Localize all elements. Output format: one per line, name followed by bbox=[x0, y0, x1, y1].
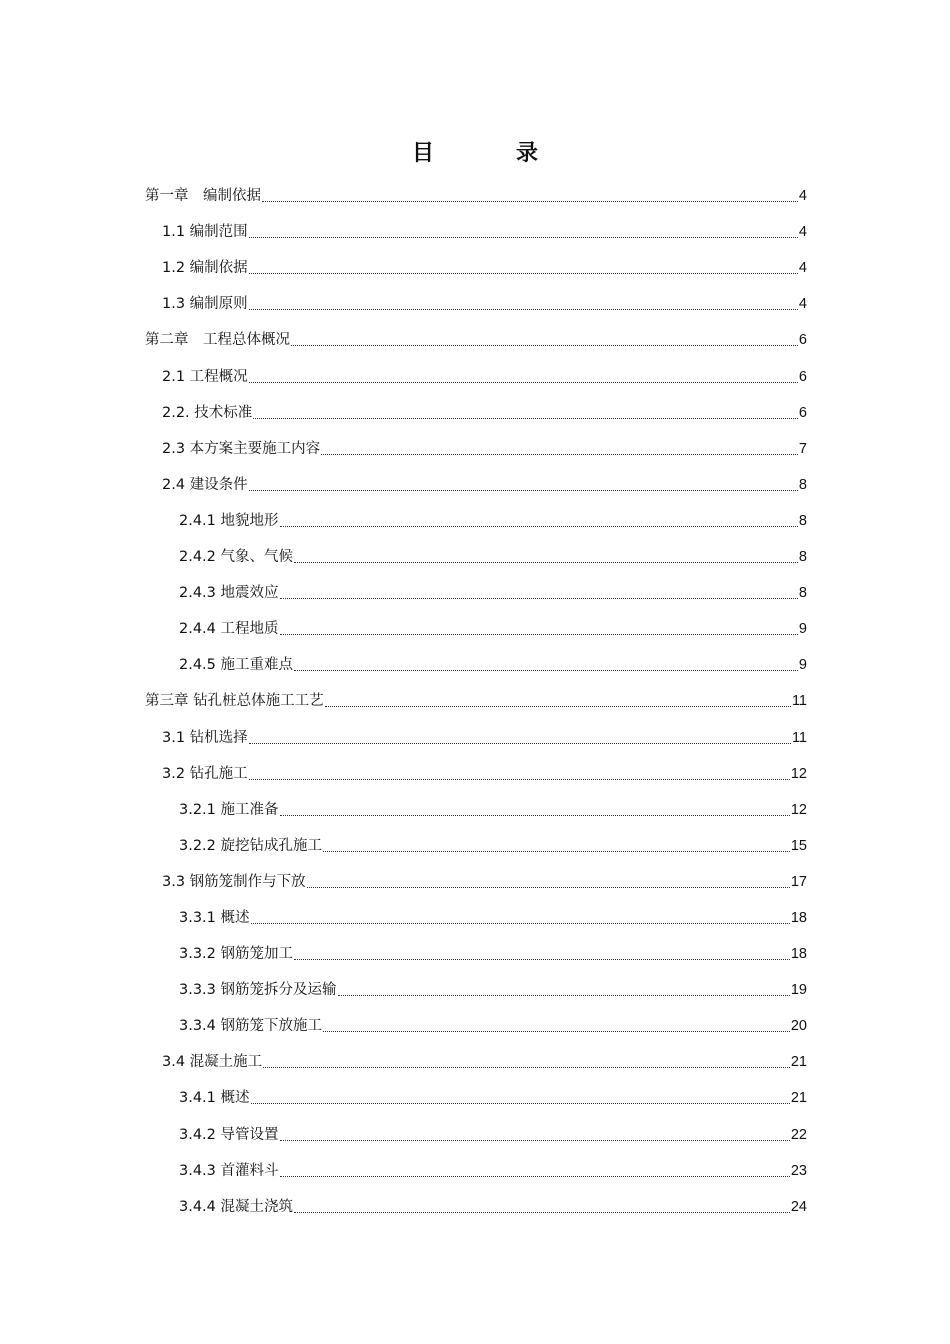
toc-entry-page-number: 11 bbox=[791, 729, 807, 746]
toc-entry[interactable] bbox=[145, 643, 807, 679]
toc-entry-text: 3.1 钻机选择 bbox=[162, 729, 248, 746]
toc-list bbox=[145, 174, 807, 1221]
toc-entry-page-number: 6 bbox=[798, 332, 807, 349]
toc-dot-leader bbox=[251, 1103, 790, 1104]
toc-entry[interactable] bbox=[145, 1149, 807, 1185]
toc-entry[interactable] bbox=[145, 427, 807, 463]
toc-title: 目录 bbox=[411, 141, 620, 166]
toc-dot-leader bbox=[249, 382, 798, 383]
toc-entry[interactable] bbox=[145, 968, 807, 1004]
toc-dot-leader bbox=[280, 1176, 790, 1177]
toc-entry[interactable] bbox=[145, 824, 807, 860]
toc-entry[interactable] bbox=[145, 1076, 807, 1112]
toc-entry-text: 1.3 编制原则 bbox=[162, 296, 248, 313]
toc-entry-page-number: 18 bbox=[790, 946, 807, 963]
toc-entry-text: 3.3.2 钢筋笼加工 bbox=[179, 946, 294, 963]
toc-entry[interactable] bbox=[145, 535, 807, 571]
toc-dot-leader bbox=[280, 815, 790, 816]
toc-dot-leader bbox=[249, 779, 790, 780]
toc-dot-leader bbox=[280, 526, 798, 527]
toc-dot-leader bbox=[249, 743, 791, 744]
toc-entry-text: 3.4.2 导管设置 bbox=[179, 1126, 279, 1143]
toc-entry[interactable] bbox=[145, 1040, 807, 1076]
toc-entry-page-number: 24 bbox=[790, 1198, 807, 1215]
toc-entry-text: 2.3 本方案主要施工内容 bbox=[162, 440, 321, 457]
toc-entry-text: 3.4.1 概述 bbox=[179, 1090, 250, 1107]
toc-dot-leader bbox=[262, 201, 798, 202]
toc-dot-leader bbox=[280, 1140, 790, 1141]
toc-entry-page-number: 4 bbox=[798, 188, 807, 205]
toc-entry[interactable] bbox=[145, 860, 807, 896]
toc-entry-text: 3.4.3 首灌料斗 bbox=[179, 1162, 279, 1179]
toc-entry-page-number: 4 bbox=[798, 260, 807, 277]
toc-entry-text: 第三章 钻孔桩总体施工工艺 bbox=[145, 693, 324, 710]
toc-entry-page-number: 4 bbox=[798, 296, 807, 313]
toc-entry[interactable] bbox=[145, 391, 807, 427]
toc-entry[interactable] bbox=[145, 210, 807, 246]
toc-entry-page-number: 22 bbox=[790, 1126, 807, 1143]
toc-entry-text: 2.4.2 气象、气候 bbox=[179, 549, 294, 566]
toc-dot-leader bbox=[291, 345, 798, 346]
toc-entry-text: 2.2. 技术标准 bbox=[162, 404, 253, 421]
toc-entry[interactable] bbox=[145, 246, 807, 282]
toc-dot-leader bbox=[325, 706, 791, 707]
toc-entry-text: 3.2.2 旋挖钻成孔施工 bbox=[179, 837, 323, 854]
toc-entry-page-number: 21 bbox=[790, 1090, 807, 1107]
toc-entry[interactable] bbox=[145, 282, 807, 318]
toc-entry-text: 2.4 建设条件 bbox=[162, 476, 248, 493]
toc-entry-page-number: 8 bbox=[798, 549, 807, 566]
toc-entry[interactable] bbox=[145, 679, 807, 715]
toc-entry-text: 3.3 钢筋笼制作与下放 bbox=[162, 873, 306, 890]
toc-entry-page-number: 17 bbox=[790, 873, 807, 890]
toc-entry-text: 2.4.3 地震效应 bbox=[179, 585, 279, 602]
toc-dot-leader bbox=[294, 562, 798, 563]
toc-entry-page-number: 8 bbox=[798, 476, 807, 493]
toc-dot-leader bbox=[251, 923, 790, 924]
toc-entry[interactable] bbox=[145, 571, 807, 607]
toc-entry-page-number: 12 bbox=[790, 801, 807, 818]
toc-entry-page-number: 9 bbox=[798, 657, 807, 674]
toc-entry[interactable] bbox=[145, 354, 807, 390]
toc-dot-leader bbox=[323, 851, 790, 852]
toc-entry[interactable] bbox=[145, 463, 807, 499]
toc-entry-text: 2.1 工程概况 bbox=[162, 368, 248, 385]
toc-dot-leader bbox=[280, 634, 798, 635]
toc-dot-leader bbox=[338, 995, 790, 996]
toc-entry-page-number: 11 bbox=[791, 693, 807, 710]
toc-dot-leader bbox=[294, 959, 790, 960]
toc-entry-page-number: 18 bbox=[790, 909, 807, 926]
toc-dot-leader bbox=[249, 490, 798, 491]
toc-entry-text: 3.2 钻孔施工 bbox=[162, 765, 248, 782]
toc-dot-leader bbox=[323, 1031, 790, 1032]
toc-dot-leader bbox=[249, 309, 798, 310]
toc-entry-text: 第二章 工程总体概况 bbox=[145, 332, 290, 349]
toc-entry[interactable] bbox=[145, 932, 807, 968]
toc-entry[interactable] bbox=[145, 607, 807, 643]
toc-entry-text: 3.3.1 概述 bbox=[179, 909, 250, 926]
toc-entry-text: 3.2.1 施工准备 bbox=[179, 801, 279, 818]
toc-entry-page-number: 4 bbox=[798, 224, 807, 241]
toc-entry-page-number: 19 bbox=[790, 982, 807, 999]
toc-dot-leader bbox=[321, 454, 798, 455]
toc-dot-leader bbox=[294, 1212, 790, 1213]
toc-dot-leader bbox=[249, 273, 798, 274]
toc-entry-page-number: 6 bbox=[798, 404, 807, 421]
toc-entry-page-number: 8 bbox=[798, 585, 807, 602]
toc-entry[interactable] bbox=[145, 788, 807, 824]
toc-entry[interactable] bbox=[145, 1112, 807, 1148]
toc-entry-page-number: 12 bbox=[790, 765, 807, 782]
toc-entry-text: 2.4.5 施工重难点 bbox=[179, 657, 294, 674]
toc-entry[interactable] bbox=[145, 499, 807, 535]
toc-entry-page-number: 23 bbox=[790, 1162, 807, 1179]
toc-entry-page-number: 15 bbox=[790, 837, 807, 854]
toc-entry[interactable] bbox=[145, 715, 807, 751]
toc-entry[interactable] bbox=[145, 1185, 807, 1221]
toc-entry[interactable] bbox=[145, 318, 807, 354]
toc-entry-text: 3.4 混凝土施工 bbox=[162, 1054, 263, 1071]
toc-entry-page-number: 9 bbox=[798, 621, 807, 638]
toc-dot-leader bbox=[280, 598, 798, 599]
toc-entry[interactable] bbox=[145, 752, 807, 788]
toc-entry[interactable] bbox=[145, 174, 807, 210]
toc-entry-text: 1.2 编制依据 bbox=[162, 260, 248, 277]
toc-dot-leader bbox=[253, 418, 798, 419]
toc-entry-text: 3.4.4 混凝土浇筑 bbox=[179, 1198, 294, 1215]
toc-dot-leader bbox=[294, 670, 798, 671]
toc-entry-page-number: 20 bbox=[790, 1018, 807, 1035]
toc-entry-text: 2.4.1 地貌地形 bbox=[179, 512, 279, 529]
toc-entry-text: 第一章 编制依据 bbox=[145, 188, 261, 205]
toc-entry-page-number: 6 bbox=[798, 368, 807, 385]
toc-entry-text: 3.3.3 钢筋笼拆分及运输 bbox=[179, 982, 337, 999]
toc-entry-page-number: 21 bbox=[790, 1054, 807, 1071]
toc-dot-leader bbox=[263, 1067, 790, 1068]
toc-entry[interactable] bbox=[145, 896, 807, 932]
toc-entry-page-number: 8 bbox=[798, 512, 807, 529]
toc-entry[interactable] bbox=[145, 1004, 807, 1040]
toc-entry-text: 1.1 编制范围 bbox=[162, 224, 248, 241]
toc-entry-page-number: 7 bbox=[798, 440, 807, 457]
toc-entry-text: 3.3.4 钢筋笼下放施工 bbox=[179, 1018, 323, 1035]
toc-entry-text: 2.4.4 工程地质 bbox=[179, 621, 279, 638]
toc-dot-leader bbox=[307, 887, 790, 888]
toc-dot-leader bbox=[249, 237, 798, 238]
